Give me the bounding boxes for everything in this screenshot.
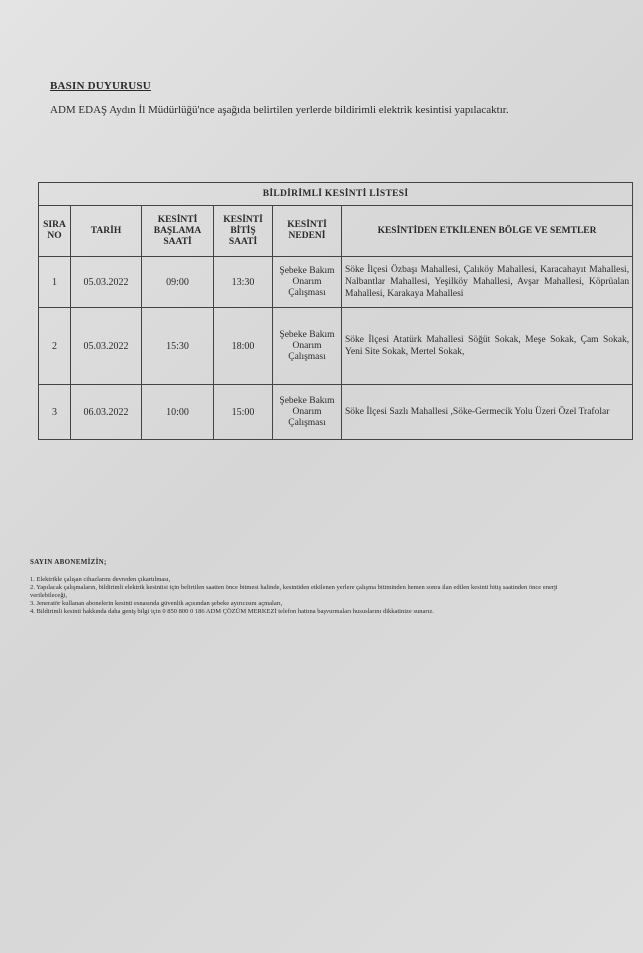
row-reason: Şebeke Bakım Onarım Çalışması (273, 385, 342, 440)
col-header-no: SIRA NO (39, 206, 71, 257)
col-header-date: TARİH (71, 206, 142, 257)
note-item: 2. Yapılacak çalışmaların, bildirimli elektrik kesintisi için belirtilen saatten önce bitmesi halinde, kesintiden etkilenen yerlere çalışma bitiminden hemen sonra ilan edilen kesinti bitiş saatinden önce enerji verilebileceği, (30, 584, 558, 599)
table-row (39, 257, 633, 308)
notes-title: SAYIN ABONEMİZİN; (30, 558, 107, 566)
row-reason: Şebeke Bakım Onarım Çalışması (273, 308, 342, 385)
row-reason: Şebeke Bakım Onarım Çalışması (273, 257, 342, 308)
note-item: 1. Elektrikle çalışan cihazlarını devreden çıkartılması, (30, 576, 171, 583)
row-start-time: 10:00 (142, 385, 214, 440)
col-header-region: KESİNTİDEN ETKİLENEN BÖLGE VE SEMTLER (342, 206, 633, 257)
row-date: 06.03.2022 (71, 385, 142, 440)
row-region: Söke İlçesi Sazlı Mahallesi ,Söke-Germecik Yolu Üzeri Özel Trafolar (342, 385, 633, 440)
row-start-time: 09:00 (142, 257, 214, 308)
row-no: 2 (39, 308, 71, 385)
table-row (39, 385, 633, 440)
col-header-end: KESİNTİ BİTİŞ SAATİ (214, 206, 273, 257)
table-row (39, 308, 633, 385)
table-header-row (39, 206, 633, 257)
row-date: 05.03.2022 (71, 308, 142, 385)
col-header-reason: KESİNTİ NEDENİ (273, 206, 342, 257)
row-date: 05.03.2022 (71, 257, 142, 308)
col-header-start: KESİNTİ BAŞLAMA SAATİ (142, 206, 214, 257)
outage-table (38, 182, 633, 440)
row-end-time: 18:00 (214, 308, 273, 385)
row-no: 3 (39, 385, 71, 440)
row-end-time: 13:30 (214, 257, 273, 308)
document-title: BASIN DUYURUSU (50, 80, 151, 92)
row-region: Söke İlçesi Özbaşı Mahallesi, Çalıköy Mahallesi, Karacahayıt Mahallesi, Nalbantlar Mahallesi, Yeşilköy Mahallesi, Avşar Mahallesi, Köprüalan Mahallesi, Karakaya Mahallesi (342, 257, 633, 308)
row-region: Söke İlçesi Atatürk Mahallesi Söğüt Sokak, Meşe Sokak, Çam Sokak, Yeni Site Sokak, Mertel Sokak, (342, 308, 633, 385)
row-start-time: 15:30 (142, 308, 214, 385)
subscriber-notes (30, 558, 590, 616)
row-no: 1 (39, 257, 71, 308)
intro-text: ADM EDAŞ Aydın İl Müdürlüğü'nce aşağıda belirtilen yerlerde bildirimli elektrik kesintisi yapılacaktır. (50, 104, 509, 116)
table-caption: BİLDİRİMLİ KESİNTİ LİSTESİ (39, 183, 633, 206)
note-item: 3. Jeneratör kullanan abonelerin kesinti esnasında güvenlik açısından şebeke ayırıcısını açmaları, (30, 600, 283, 607)
row-end-time: 15:00 (214, 385, 273, 440)
note-item: 4. Bildirimli kesinti hakkında daha geniş bilgi için 0 850 800 0 186 ADM ÇÖZÜM MERKEZİ telefon hattına başvurmaları hususlarını dikkatinize sunarız. (30, 608, 434, 615)
